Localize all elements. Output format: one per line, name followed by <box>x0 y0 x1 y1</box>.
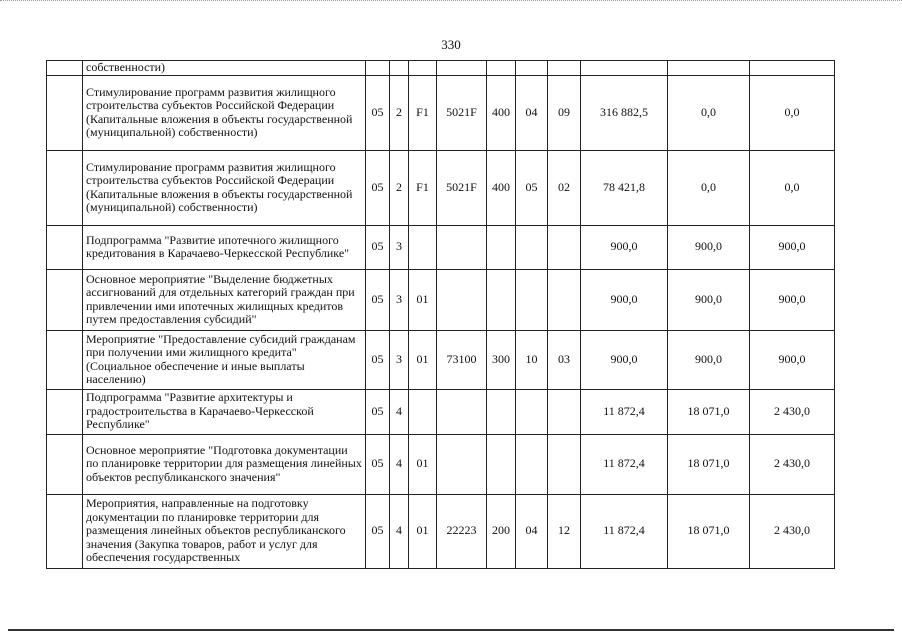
program-code: 05 <box>366 494 390 568</box>
table-row <box>47 494 835 568</box>
direction-code <box>437 389 487 434</box>
amount-year-1: 11 872,4 <box>581 389 668 434</box>
expense-type-code <box>487 389 516 434</box>
amount-year-3: 2 430,0 <box>750 494 835 568</box>
subprogram-code: 3 <box>390 225 409 269</box>
subprogram-code: 3 <box>390 269 409 330</box>
item-name: Мероприятия, направленные на подготовку документации по планировке территории для размещения линейных объектов республиканского значения (Закупка товаров, работ и услуг для обеспечения государственных <box>83 494 366 568</box>
table-row <box>47 269 835 330</box>
subsection-code <box>548 389 581 434</box>
amount-year-2: 18 071,0 <box>668 434 750 494</box>
expense-type-code: 400 <box>487 75 516 150</box>
subsection-code: 09 <box>548 75 581 150</box>
blank-cell <box>47 434 83 494</box>
subprogram-code: 4 <box>390 434 409 494</box>
subsection-code <box>548 225 581 269</box>
item-name: собственности) <box>83 61 366 76</box>
program-code: 05 <box>366 150 390 225</box>
section-code <box>516 225 548 269</box>
table-row <box>47 61 835 76</box>
activity-code: 01 <box>409 330 437 389</box>
section-code: 04 <box>516 494 548 568</box>
amount-year-1: 11 872,4 <box>581 434 668 494</box>
program-code: 05 <box>366 434 390 494</box>
amount-year-2: 0,0 <box>668 150 750 225</box>
subsection-code <box>548 434 581 494</box>
subprogram-code: 2 <box>390 75 409 150</box>
subprogram-code: 4 <box>390 494 409 568</box>
amount-year-1: 900,0 <box>581 330 668 389</box>
amount-year-2: 18 071,0 <box>668 389 750 434</box>
budget-table <box>46 60 835 569</box>
direction-code <box>437 269 487 330</box>
program-code: 05 <box>366 269 390 330</box>
table-row <box>47 434 835 494</box>
activity-code <box>409 389 437 434</box>
amount-year-3: 2 430,0 <box>750 434 835 494</box>
table-row <box>47 150 835 225</box>
blank-cell <box>47 75 83 150</box>
direction-code: 22223 <box>437 494 487 568</box>
amount-year-2: 900,0 <box>668 330 750 389</box>
table-row <box>47 225 835 269</box>
blank-cell <box>47 330 83 389</box>
expense-type-code <box>487 225 516 269</box>
item-name: Подпрограмма "Развитие архитектуры и градостроительства в Карачаево-Черкесской Республике" <box>83 389 366 434</box>
section-code <box>516 61 548 76</box>
amount-year-3 <box>750 61 835 76</box>
item-name: Подпрограмма "Развитие ипотечного жилищного кредитования в Карачаево-Черкесской Республике" <box>83 225 366 269</box>
amount-year-2: 900,0 <box>668 269 750 330</box>
amount-year-1: 900,0 <box>581 225 668 269</box>
scan-top-edge <box>0 0 902 4</box>
amount-year-3: 900,0 <box>750 269 835 330</box>
subsection-code: 12 <box>548 494 581 568</box>
subprogram-code: 3 <box>390 330 409 389</box>
section-code: 04 <box>516 75 548 150</box>
amount-year-2: 0,0 <box>668 75 750 150</box>
expense-type-code: 300 <box>487 330 516 389</box>
blank-cell <box>47 150 83 225</box>
amount-year-3: 900,0 <box>750 225 835 269</box>
item-name: Мероприятие "Предоставление субсидий гражданам при получении ими жилищного кредита" (Социальное обеспечение и иные выплаты населению) <box>83 330 366 389</box>
page-bottom-rule <box>8 629 894 631</box>
direction-code <box>437 225 487 269</box>
direction-code <box>437 434 487 494</box>
blank-cell <box>47 269 83 330</box>
section-code <box>516 434 548 494</box>
blank-cell <box>47 494 83 568</box>
section-code <box>516 269 548 330</box>
amount-year-3: 0,0 <box>750 150 835 225</box>
amount-year-3: 2 430,0 <box>750 389 835 434</box>
subsection-code: 02 <box>548 150 581 225</box>
amount-year-1: 316 882,5 <box>581 75 668 150</box>
direction-code <box>437 61 487 76</box>
table-row <box>47 75 835 150</box>
amount-year-3: 900,0 <box>750 330 835 389</box>
blank-cell <box>47 61 83 76</box>
page-number: 330 <box>441 37 461 52</box>
activity-code: 01 <box>409 494 437 568</box>
activity-code: 01 <box>409 269 437 330</box>
amount-year-2: 18 071,0 <box>668 494 750 568</box>
expense-type-code <box>487 61 516 76</box>
activity-code: 01 <box>409 434 437 494</box>
subsection-code <box>548 61 581 76</box>
expense-type-code <box>487 269 516 330</box>
amount-year-2: 900,0 <box>668 225 750 269</box>
item-name: Основное мероприятие "Подготовка документации по планировке территории для размещения линейных объектов республиканского значения" <box>83 434 366 494</box>
subprogram-code: 2 <box>390 150 409 225</box>
section-code: 10 <box>516 330 548 389</box>
table-row <box>47 389 835 434</box>
activity-code <box>409 225 437 269</box>
subprogram-code: 4 <box>390 389 409 434</box>
program-code <box>366 61 390 76</box>
subsection-code: 03 <box>548 330 581 389</box>
section-code: 05 <box>516 150 548 225</box>
direction-code: 73100 <box>437 330 487 389</box>
amount-year-2 <box>668 61 750 76</box>
amount-year-1: 78 421,8 <box>581 150 668 225</box>
direction-code: 5021F <box>437 75 487 150</box>
direction-code: 5021F <box>437 150 487 225</box>
amount-year-3: 0,0 <box>750 75 835 150</box>
activity-code: F1 <box>409 75 437 150</box>
item-name: Стимулирование программ развития жилищного строительства субъектов Российской Федерации (Капитальные вложения в объекты государственной (муниципальной) собственности) <box>83 75 366 150</box>
table-row <box>47 330 835 389</box>
expense-type-code: 200 <box>487 494 516 568</box>
amount-year-1: 11 872,4 <box>581 494 668 568</box>
amount-year-1 <box>581 61 668 76</box>
expense-type-code: 400 <box>487 150 516 225</box>
amount-year-1: 900,0 <box>581 269 668 330</box>
activity-code <box>409 61 437 76</box>
activity-code: F1 <box>409 150 437 225</box>
expense-type-code <box>487 434 516 494</box>
program-code: 05 <box>366 225 390 269</box>
section-code <box>516 389 548 434</box>
blank-cell <box>47 225 83 269</box>
program-code: 05 <box>366 330 390 389</box>
item-name: Основное мероприятие "Выделение бюджетных ассигнований для отдельных категорий граждан при привлечении ими ипотечных жилищных кредитов путем предоставления субсидий" <box>83 269 366 330</box>
subprogram-code <box>390 61 409 76</box>
item-name: Стимулирование программ развития жилищного строительства субъектов Российской Федерации (Капитальные вложения в объекты государственной (муниципальной) собственности) <box>83 150 366 225</box>
subsection-code <box>548 269 581 330</box>
blank-cell <box>47 389 83 434</box>
program-code: 05 <box>366 389 390 434</box>
program-code: 05 <box>366 75 390 150</box>
